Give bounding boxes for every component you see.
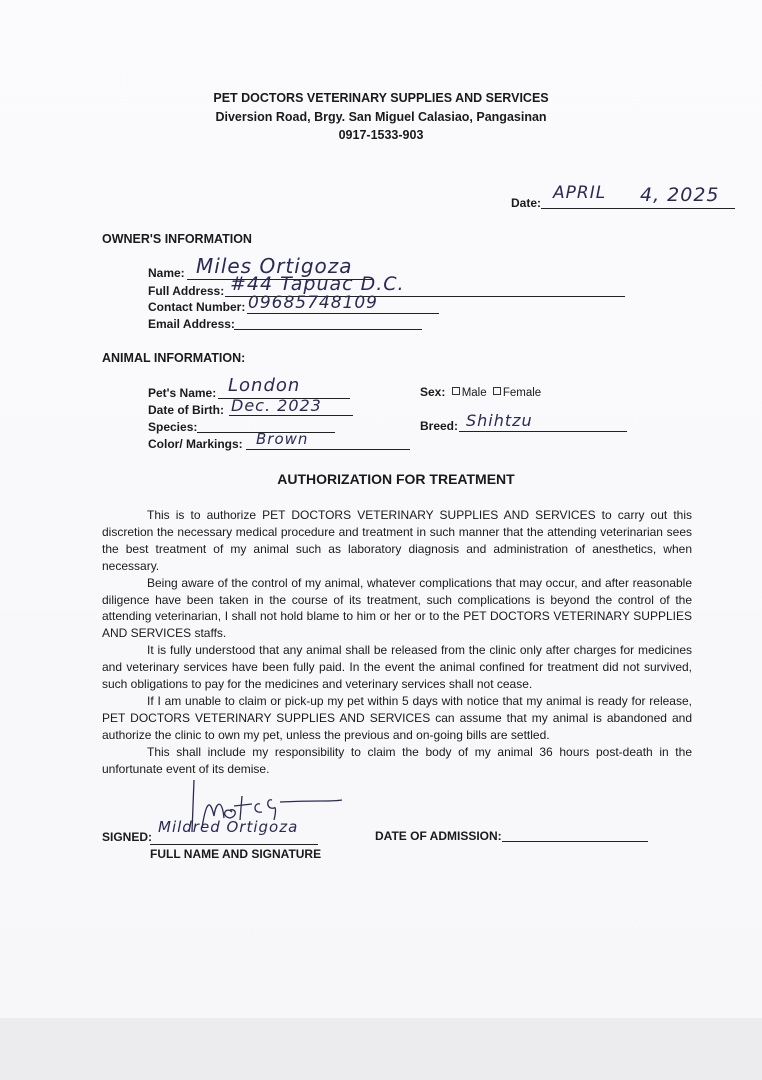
breed-label: Breed: [420, 419, 459, 433]
authorization-title: AUTHORIZATION FOR TREATMENT [277, 471, 515, 487]
date-label: Date: [511, 196, 542, 210]
business-phone: 0917-1533-903 [338, 128, 424, 142]
signature-line [150, 844, 318, 845]
date-of-admission-line [502, 841, 648, 842]
owner-address-label: Full Address: [148, 284, 225, 298]
owner-email-line [234, 329, 422, 330]
sex-label: Sex: [420, 385, 446, 399]
owner-address-value[interactable]: #44 Tapuac D.C. [230, 273, 405, 295]
dob-label: Date of Birth: [148, 403, 224, 417]
pet-name-label: Pet's Name: [148, 386, 217, 400]
owner-email-label: Email Address: [148, 317, 235, 331]
dob-value[interactable]: Dec. 2023 [231, 396, 322, 415]
owner-name-value[interactable]: Miles Ortigoza [196, 254, 353, 278]
business-name: PET DOCTORS VETERINARY SUPPLIES AND SERVICES [213, 91, 549, 105]
breed-value[interactable]: Shihtzu [466, 411, 533, 430]
authorization-paragraph: This is to authorize PET DOCTORS VETERINARY SUPPLIES AND SERVICES to carry out this discretion the necessary medical procedure and treatment in such manner that the attending veterinarian sees the best treatment of my animal such as laboratory diagnosis and administration of anesthetics, when necessary. [102, 508, 692, 573]
authorization-paragraph: It is fully understood that any animal shall be released from the clinic only after charges for medicines and veterinary services have been fully paid. In the event the animal confined for treatment did not survived, such obligations to pay for the medicines and veterinary services shall not cease. [102, 643, 692, 692]
owner-contact-value[interactable]: 09685748109 [248, 293, 378, 313]
owner-name-label: Name: [148, 266, 185, 280]
signed-name[interactable]: Mildred Ortigoza [158, 818, 299, 836]
date-line [541, 208, 735, 209]
date-month: APRIL [553, 183, 607, 203]
authorization-paragraph: Being aware of the control of my animal, whatever complications that may occur, and after reasonable diligence have been taken in the course of its treatment, such complications is beyond the control of the attending veterinarian, I shall not hold blame to him or her or to the PET DOCTORS VETERINARY SUPPLIES AND SERVICES staffs. [102, 575, 692, 641]
authorization-body [102, 507, 692, 778]
breed-line [459, 431, 627, 432]
dob-line [229, 415, 353, 416]
species-label: Species: [148, 420, 198, 434]
authorization-paragraph: This shall include my responsibility to claim the body of my animal 36 hours post-death in the unfortunate event of its demise. [102, 744, 692, 776]
owner-contact-line [247, 313, 439, 314]
scan-margin [0, 1018, 762, 1080]
signature-caption: FULL NAME AND SIGNATURE [150, 847, 322, 861]
color-line [246, 449, 410, 450]
owner-section-title: OWNER'S INFORMATION [102, 232, 252, 246]
signed-label: SIGNED: [102, 830, 153, 844]
female-option: Female [502, 387, 542, 399]
sex-field [420, 385, 541, 399]
color-label: Color/ Markings: [148, 437, 243, 451]
male-checkbox[interactable] [452, 387, 460, 395]
business-address: Diversion Road, Brgy. San Miguel Calasiao, Pangasinan [215, 110, 547, 124]
color-value[interactable]: Brown [256, 430, 309, 448]
male-option: Male [461, 387, 487, 399]
owner-contact-label: Contact Number: [148, 300, 246, 314]
animal-section-title: ANIMAL INFORMATION: [102, 351, 246, 365]
date-of-admission-label: DATE OF ADMISSION: [375, 829, 502, 843]
authorization-paragraph: If I am unable to claim or pick-up my pet within 5 days with notice that my animal is ready for release, PET DOCTORS VETERINARY SUPPLIES AND SERVICES can assume that my animal is abandoned and authorize the clinic to own my pet, unless the previous and on-going bills are settled. [102, 693, 692, 742]
date-day-year: 4, 2025 [640, 184, 720, 206]
pet-name-value[interactable]: London [228, 375, 301, 396]
female-checkbox[interactable] [493, 387, 501, 395]
